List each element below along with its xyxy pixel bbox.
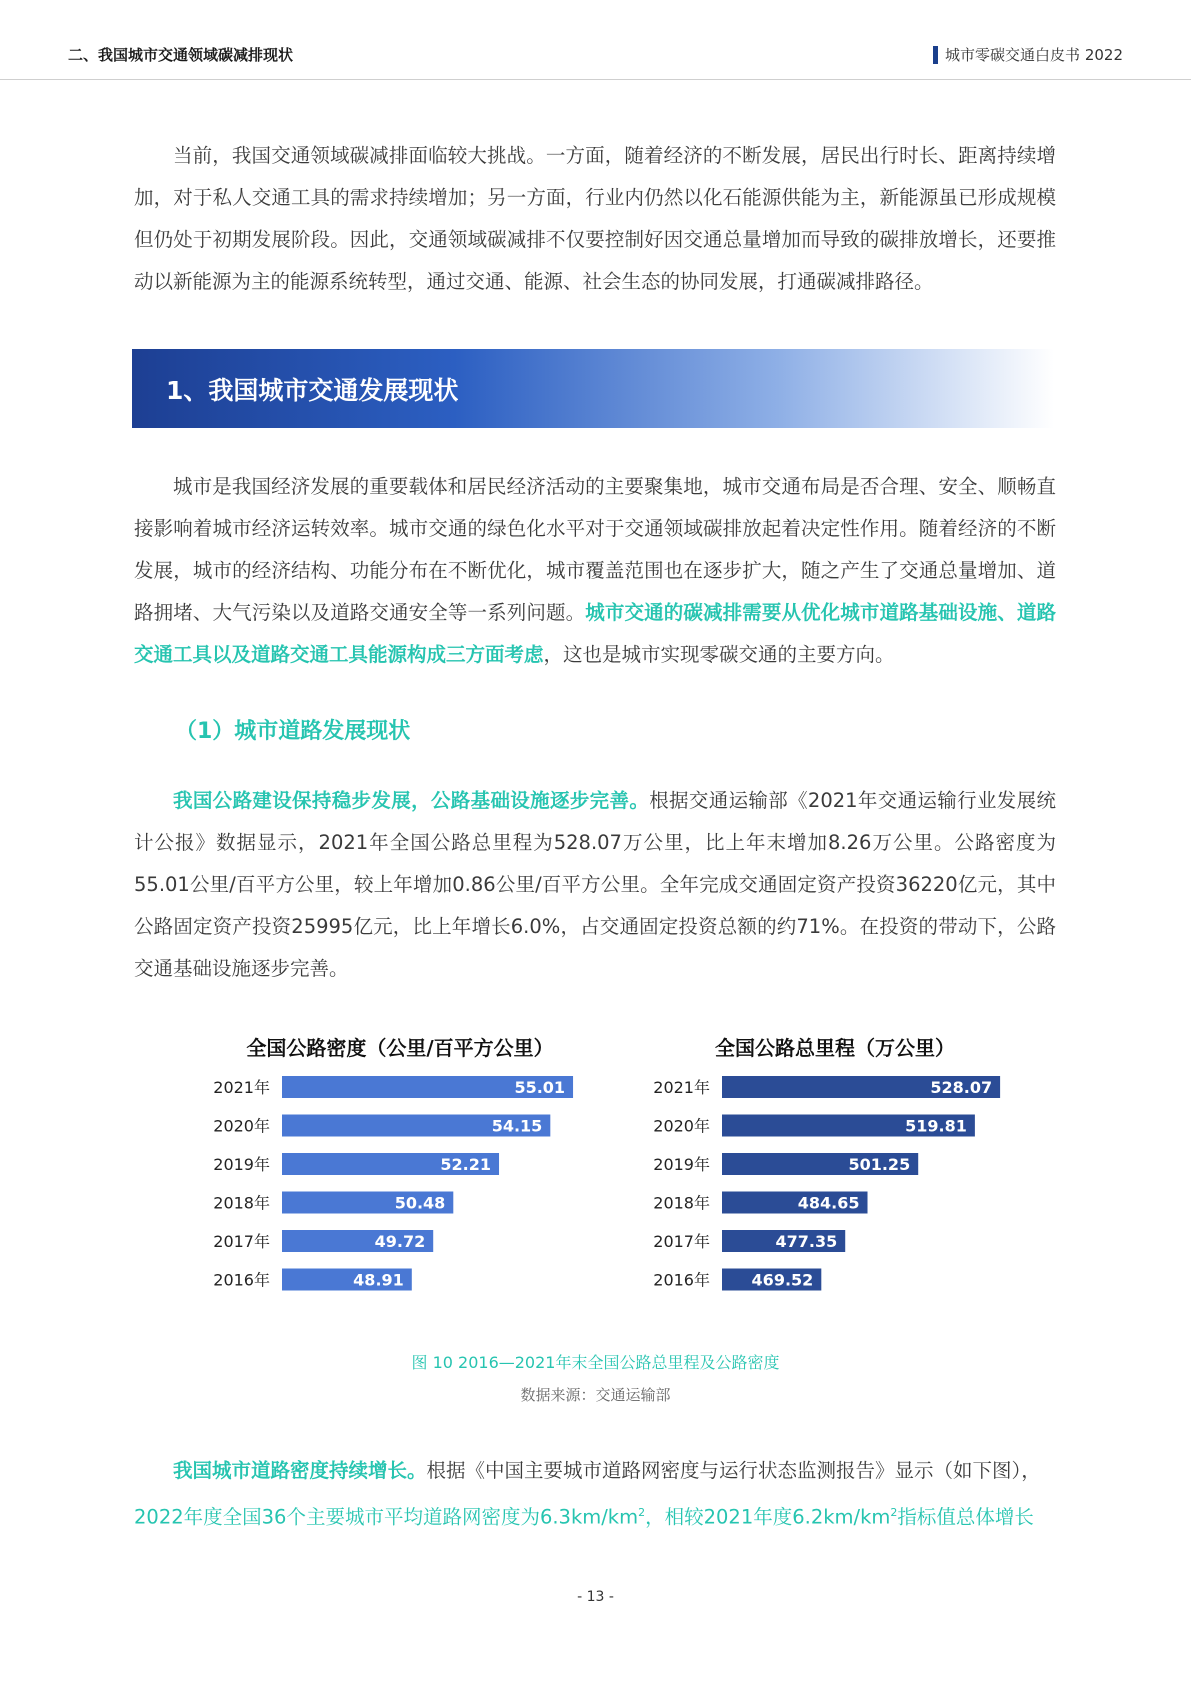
density-category-label: 2017年 (213, 1232, 270, 1251)
header-section-title: 二、我国城市交通领域碳减排现状 (68, 46, 294, 64)
mileage-category-label: 2019年 (653, 1155, 710, 1174)
subsection-paragraph-highlight: 我国公路建设保持稳步发展，公路基础设施逐步完善。 (173, 789, 650, 812)
section-paragraph-tail: ，这也是城市实现零碳交通的主要方向。 (543, 643, 895, 666)
density-value-label: 49.72 (374, 1232, 426, 1251)
mileage-value-label: 477.35 (775, 1232, 838, 1251)
header-publication (933, 44, 1123, 65)
density-category-label: 2020年 (213, 1116, 270, 1136)
density-chart-title: 全国公路密度（公里/百平方公里） (246, 1036, 554, 1060)
section-paragraph (134, 466, 1056, 676)
header-divider (0, 79, 1191, 80)
mileage-value-label: 484.65 (797, 1193, 860, 1213)
closing-line2-c: 指标值总体增长 (897, 1505, 1034, 1529)
closing-line2-a: 2022年度全国36个主要城市平均道路网密度为6.3km/km (134, 1505, 639, 1529)
closing-paragraph-highlight: 我国城市道路密度持续增长。 (173, 1459, 427, 1482)
page-number: - 13 - (577, 1589, 614, 1605)
density-value-label: 48.91 (353, 1270, 404, 1290)
figure-caption: 图 10 2016—2021年末全国公路总里程及公路密度 (411, 1353, 780, 1372)
closing-sup-1: 2 (638, 1506, 646, 1519)
mileage-chart-title: 全国公路总里程（万公里） (715, 1036, 955, 1060)
density-category-label: 2016年 (213, 1270, 270, 1290)
density-category-label: 2018年 (213, 1193, 270, 1213)
closing-line2-b: ，相较2021年度6.2km/km (645, 1505, 891, 1529)
mileage-value-label: 528.07 (930, 1078, 993, 1097)
section-paragraph-highlight: 城市交通的碳减排需要从优化城市道路基础设施、道路交通工具以及道路交通工具能源构成三方面考虑 (134, 601, 1056, 666)
density-category-label: 2019年 (213, 1155, 270, 1174)
density-value-label: 50.48 (394, 1193, 446, 1213)
subsection-title: （1）城市道路发展现状 (175, 719, 411, 744)
mileage-value-label: 519.81 (905, 1116, 967, 1136)
mileage-value-label: 501.25 (848, 1155, 911, 1174)
subsection-paragraph-text: 根据交通运输部《2021年交通运输行业发展统计公报》数据显示，2021年全国公路总里程为528.07万公里，比上年末增加8.26万公里。公路密度为55.01公里/百平方公里，较上年增加0.86公里/百平方公里。全年完成交通固定资产投资36220亿元，其中公路固定资产投资25995亿元，比上年增长6.0%，占交通固定投资总额的约71%。在投资的带动下，公路交通基础设施逐步完善。 (134, 789, 1056, 980)
header-publication-title: 城市零碳交通白皮书 2022 (945, 46, 1123, 64)
section-banner (132, 349, 1054, 428)
density-chart (200, 1070, 600, 1340)
closing-sup-2: 2 (890, 1506, 898, 1519)
density-value-label: 52.21 (440, 1155, 492, 1174)
mileage-category-label: 2017年 (653, 1232, 710, 1251)
mileage-category-label: 2016年 (653, 1270, 710, 1290)
mileage-category-label: 2020年 (653, 1116, 710, 1136)
mileage-category-label: 2021年 (653, 1078, 710, 1097)
header-accent-bar (933, 46, 938, 64)
mileage-chart (640, 1070, 1020, 1340)
density-value-label: 55.01 (514, 1078, 566, 1097)
closing-paragraph (134, 1450, 1056, 1539)
section-paragraph-text: 城市是我国经济发展的重要载体和居民经济活动的主要聚集地，城市交通布局是否合理、安全、顺畅直接影响着城市经济运转效率。城市交通的绿色化水平对于交通领域碳排放起着决定性作用。随着经济的不断发展，城市的经济结构、功能分布在不断优化，城市覆盖范围也在逐步扩大，随之产生了交通总量增加、道路拥堵、大气污染以及道路交通安全等一系列问题。 (134, 475, 1056, 624)
mileage-value-label: 469.52 (751, 1270, 814, 1290)
section-title: 1、我国城市交通发展现状 (166, 375, 459, 405)
density-value-label: 54.15 (491, 1116, 543, 1136)
density-category-label: 2021年 (213, 1078, 270, 1097)
intro-paragraph: 当前，我国交通领域碳减排面临较大挑战。一方面，随着经济的不断发展，居民出行时长、距离持续增加，对于私人交通工具的需求持续增加；另一方面，行业内仍然以化石能源供能为主，新能源虽已形成规模但仍处于初期发展阶段。因此，交通领域碳减排不仅要控制好因交通总量增加而导致的碳排放增长，还要推动以新能源为主的能源系统转型，通过交通、能源、社会生态的协同发展，打通碳减排路径。 (134, 144, 1056, 293)
closing-paragraph-text: 根据《中国主要城市道路网密度与运行状态监测报告》显示（如下图）， (426, 1459, 1041, 1482)
mileage-category-label: 2018年 (653, 1193, 710, 1213)
figure-source: 数据来源：交通运输部 (520, 1386, 671, 1404)
subsection-paragraph (134, 780, 1056, 990)
